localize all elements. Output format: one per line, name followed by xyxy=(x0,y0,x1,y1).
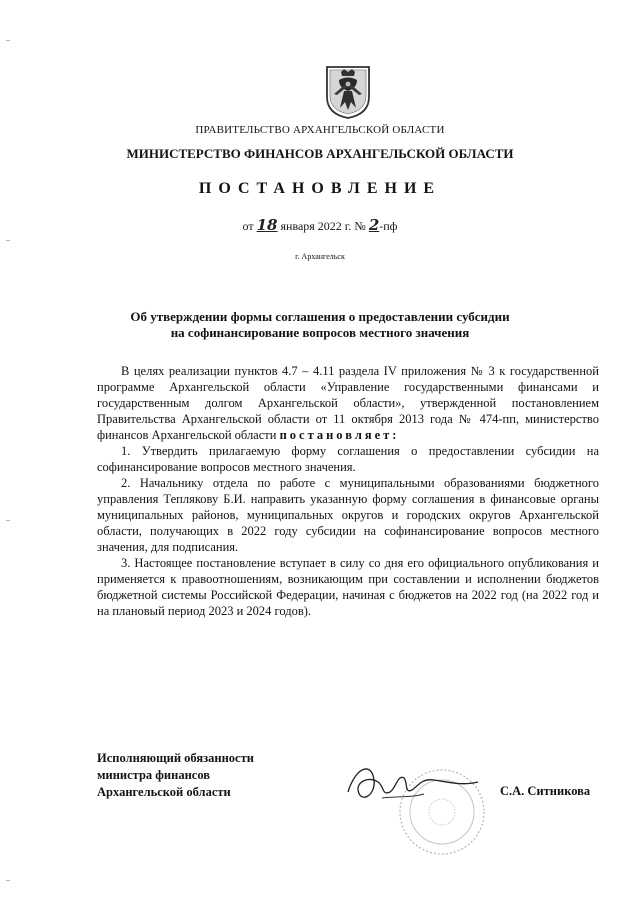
signer-line-3: Архангельской области xyxy=(97,785,231,799)
doc-number-handwritten: 2 xyxy=(368,216,380,234)
date-prefix: от xyxy=(242,219,254,233)
government-name: ПРАВИТЕЛЬСТВО АРХАНГЕЛЬСКОЙ ОБЛАСТИ xyxy=(195,124,445,136)
ministry-name: МИНИСТЕРСТВО ФИНАНСОВ АРХАНГЕЛЬСКОЙ ОБЛАСТИ xyxy=(126,146,514,161)
signature-and-stamp-image xyxy=(338,752,498,860)
signer-line-1: Исполняющий обязанности xyxy=(97,751,254,765)
scan-mark xyxy=(6,40,10,41)
title-line-1: Об утверждении формы соглашения о предоставлении субсидии xyxy=(130,309,510,324)
document-body xyxy=(97,363,599,619)
doc-number-suffix: -пф xyxy=(379,219,398,233)
scan-mark xyxy=(6,520,10,521)
scan-mark xyxy=(6,240,10,241)
scan-mark xyxy=(6,880,10,881)
item-2: 2. Начальнику отдела по работе с муниципальными образованиями бюджетного управления Теплякову Б.И. направить указанную форму соглашения в финансовые органы муниципальных районов, муниципальных округов и городских округов Архангельской области, получающих в 2022 году субсидии на софинансирование вопросов местного значения, для подписания. xyxy=(97,476,599,554)
item-1: 1. Утвердить прилагаемую форму соглашения о предоставлении субсидии на софинансирование вопросов местного значения. xyxy=(97,444,599,474)
signer-name: С.А. Ситникова xyxy=(500,784,591,798)
item-3: 3. Настоящее постановление вступает в силу со дня его официального опубликования и применяется к правоотношениям, возникающим при составлении и исполнении бюджетов бюджетной системы Российской Федерации, начиная с бюджетов на 2022 год (на 2022 год и на плановый период 2023 и 2024 годов). xyxy=(97,556,599,618)
document-title xyxy=(0,309,640,341)
intro-text: В целях реализации пунктов 4.7 – 4.11 раздела IV приложения № 3 к государственной программе Архангельской области «Управление государственными финансами и государственным долгом Архангельской области», утвержденной постановлением Правительства Архангельской области от 11 октября 2013 года № 474-пп, министерство финансов Архангельской области xyxy=(97,364,599,442)
decree-word: постановляет: xyxy=(279,428,400,442)
coat-of-arms-icon xyxy=(324,64,372,120)
date-rest: января 2022 г. № xyxy=(280,219,366,233)
signer-position xyxy=(97,750,254,801)
title-line-2: на софинансирование вопросов местного значения xyxy=(170,325,470,340)
signer-line-2: министра финансов xyxy=(97,768,211,782)
date-number-line xyxy=(0,216,640,234)
document-type-heading: ПОСТАНОВЛЕНИЕ xyxy=(198,180,442,197)
city-name: г. Архангельск xyxy=(295,252,345,261)
intro-paragraph xyxy=(97,363,599,443)
date-day-handwritten: 18 xyxy=(256,216,278,234)
